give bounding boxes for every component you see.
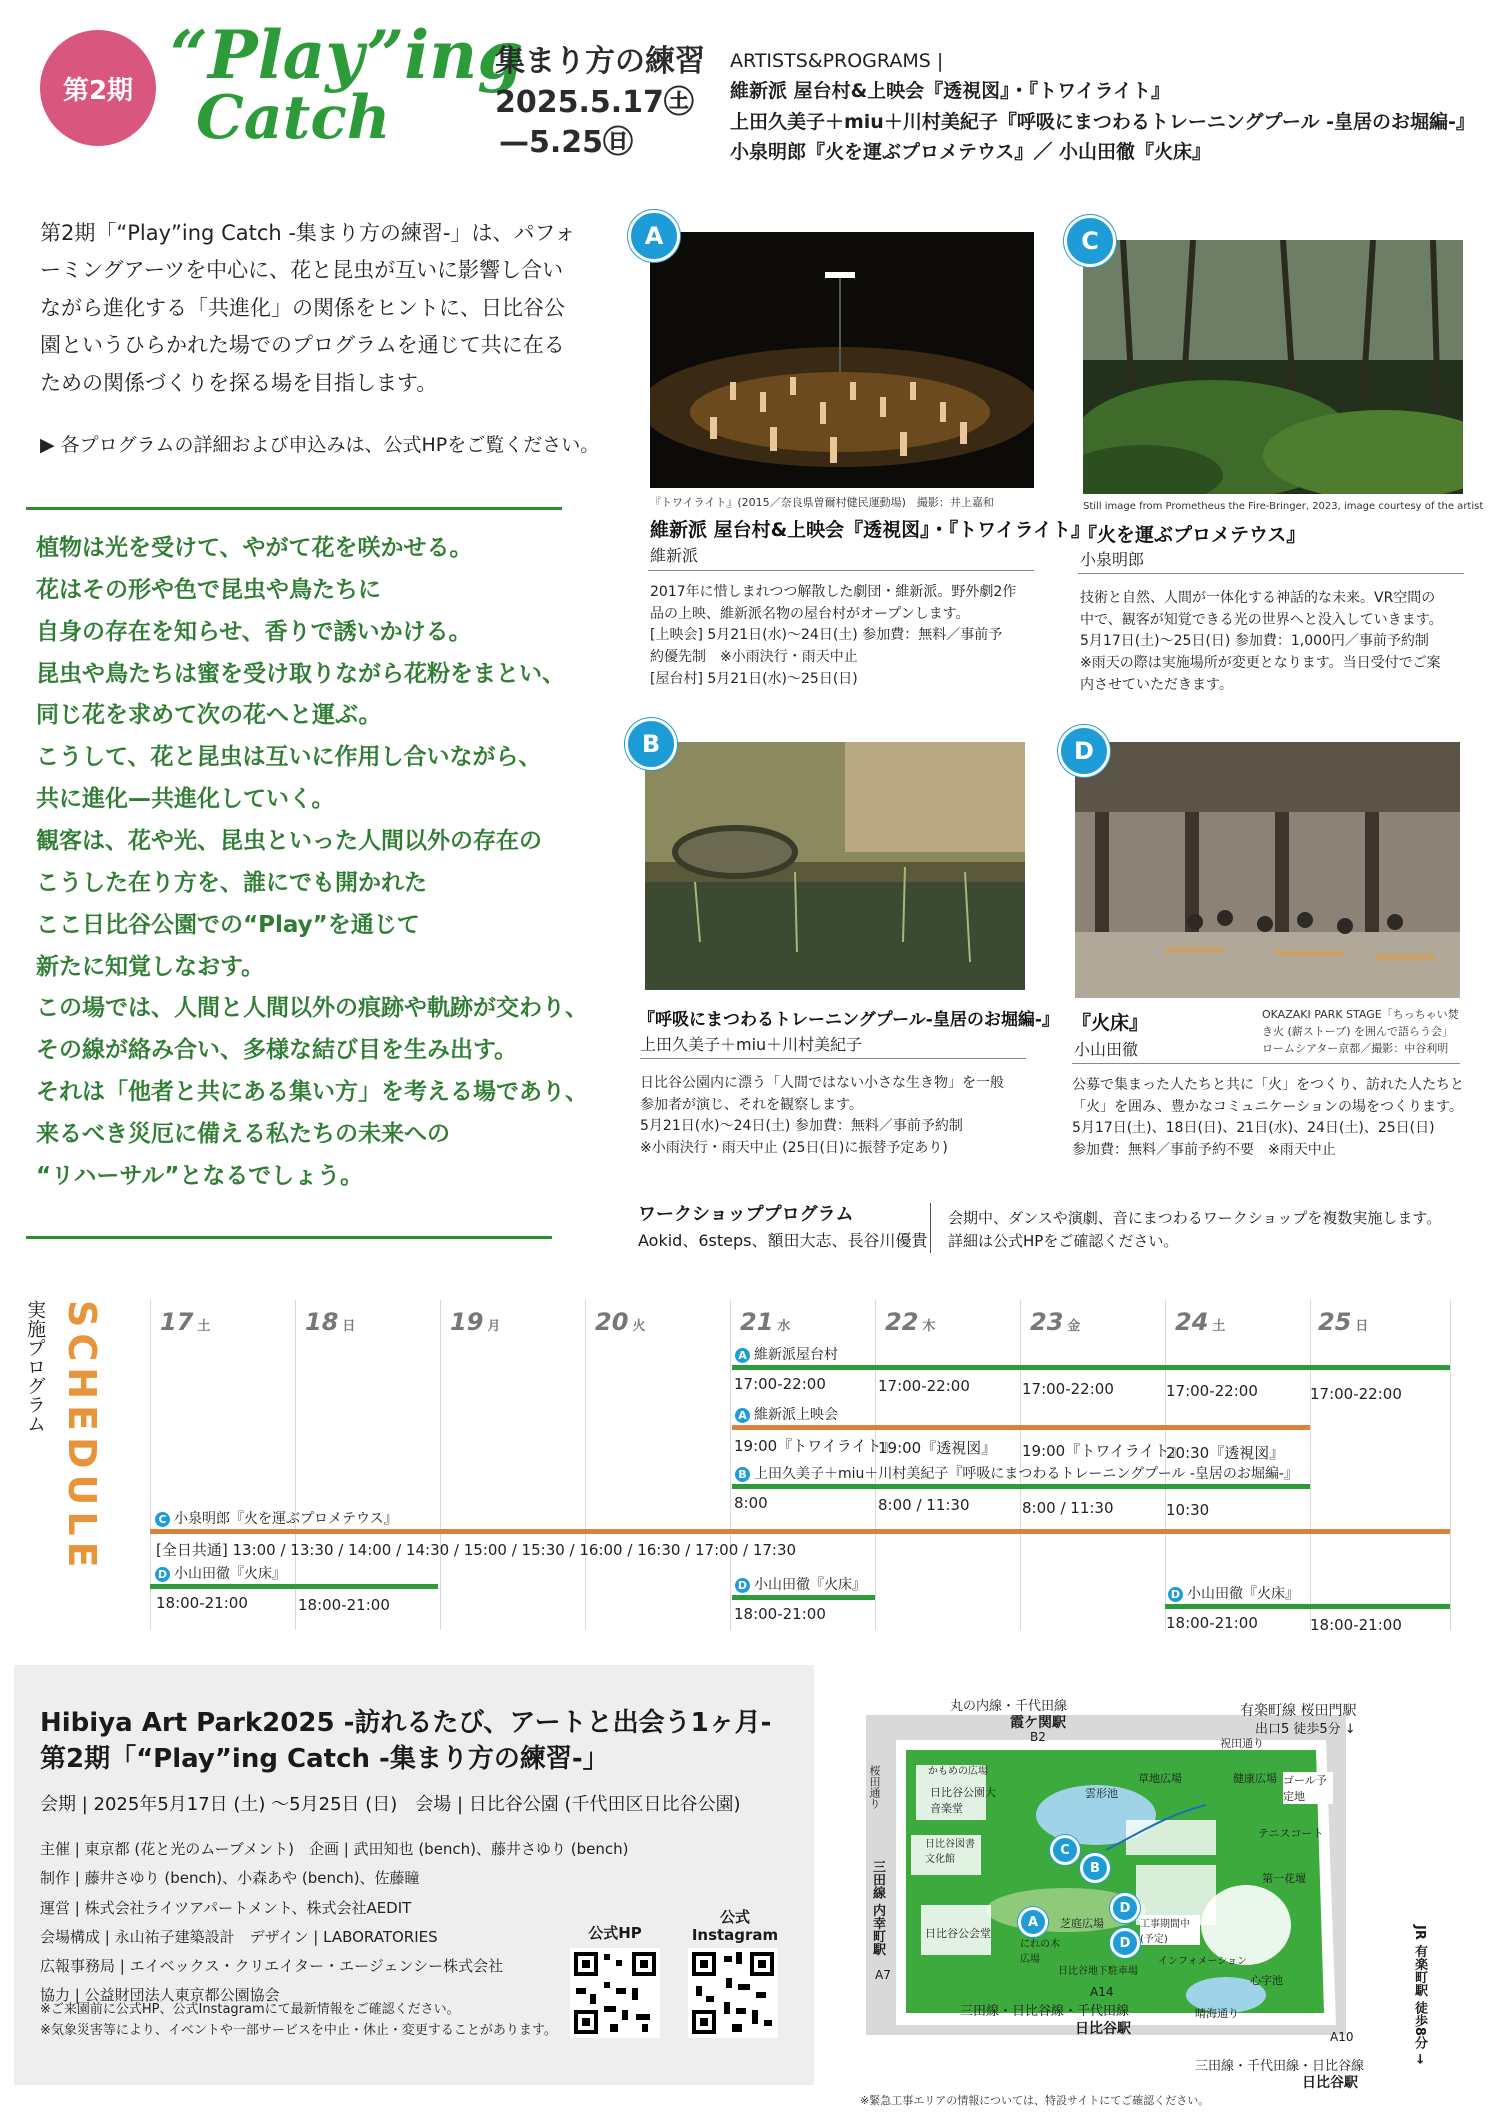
schedule-d-label: [155, 1563, 286, 1583]
day-17: [160, 1308, 210, 1336]
map-shinji: 心字池: [1250, 1974, 1283, 1987]
program-b-title: 『呼吸にまつわるトレーニングプール-皇居のお堀編-』: [638, 1010, 1059, 1030]
body-line: 技術と自然、人間が一体化する神話的な未来。VR空間の: [1080, 590, 1436, 606]
credit-line: 制作 | 藤井さゆり (bench)、小森あや (bench)、佐藤瞳: [40, 1869, 420, 1888]
schedule-b-label: [735, 1463, 1298, 1483]
a-dot-icon: A: [735, 1408, 750, 1423]
artists-heading: ARTISTS&PROGRAMS |: [730, 50, 944, 72]
intro-text: 第2期「“Play”ing Catch -集まり方の練習-」は、パフォーミングアーツを中心に、花と昆虫が互いに影響し合いながら進化する「共進化」の関係をヒントに、日比谷公園というひらかれた場でのプログラムを通じて共に在るための関係づくりを探る場を目指します。: [40, 221, 576, 395]
program-d-marker: D: [1058, 725, 1110, 777]
map-library: 日比谷図書文化館: [925, 1839, 975, 1865]
d-time-25: 18:00-21:00: [1310, 1616, 1402, 1634]
program-c-title: 『火を運ぶプロメテウス』: [1078, 524, 1306, 546]
map-note: ※緊急工事エリアの情報については、特設サイトにてご確認ください。: [860, 2094, 1210, 2107]
day-dow: 金: [1067, 1319, 1081, 1334]
map-top-right-exit: 出口5 徒歩5分 ↓: [1255, 1722, 1356, 1737]
schedule-b-bar: [732, 1484, 1310, 1489]
body-line: 参加費：無料／事前予約不要 ※雨天中止: [1072, 1142, 1336, 1159]
map-bottom-station2: 日比谷駅: [1302, 2075, 1358, 2091]
poem-line: 昆虫や鳥たちは蜜を受け取りながら花粉をまとい、: [36, 660, 565, 687]
body-line: [屋台村] 5月21日(水)〜25日(日): [650, 670, 858, 687]
b-dot-icon: B: [735, 1467, 750, 1482]
screen-21: 19:00『トワイライト』: [734, 1437, 897, 1455]
label-text: 小山田徹『火床』: [754, 1577, 866, 1593]
poem-line: 来るべき災厄に備える私たちの未来への: [36, 1121, 450, 1148]
program-d-body: [1072, 1075, 1464, 1162]
map-marker-d: D: [1110, 1893, 1140, 1923]
day-num: 21: [740, 1308, 774, 1336]
event-subtitle: [495, 42, 705, 164]
poem-line: それは「他者と共にある集い方」を考える場であり、: [36, 1079, 588, 1106]
body-line: 品の上映、維新派名物の屋台村がオープンします。: [650, 605, 970, 622]
poem-line: 共に進化—共進化していく。: [36, 786, 335, 813]
schedule-gridline: [295, 1300, 296, 1630]
body-line: ※小雨決行・雨天中止 (25日(日)に振替予定あり): [640, 1140, 948, 1157]
day-num: 25: [1318, 1308, 1352, 1336]
yatai-time-25: 17:00-22:00: [1310, 1385, 1402, 1403]
day-num: 19: [450, 1308, 484, 1336]
schedule-a-yatai-label: [735, 1344, 838, 1364]
day-dow: 木: [922, 1319, 936, 1334]
qr-hp-icon[interactable]: [570, 1948, 660, 2038]
poem-line: こうした在り方を、誰にでも開かれた: [36, 869, 427, 896]
map-goal: ゴール予定地: [1283, 1772, 1333, 1804]
body-line: 日比谷公園内に漂う「人間ではない小さな生き物」を一般: [640, 1075, 1004, 1091]
program-c-caption: Still image from Prometheus the Fire-Bringer, 2023, image courtesy of the artist: [1083, 501, 1484, 512]
workshop-desc: [948, 1207, 1441, 1254]
map-top-right-line: 有楽町線 桜田門駅: [1240, 1703, 1357, 1719]
photo-forest: [1083, 240, 1463, 494]
poem-line: ここ日比谷公園での“Play”を通じて: [36, 911, 420, 938]
day-19: [450, 1308, 500, 1336]
day-num: 20: [595, 1308, 629, 1336]
day-22: [885, 1308, 935, 1336]
label-text: 維新派屋台村: [754, 1347, 838, 1363]
map-parking: 日比谷地下駐車場: [1058, 1966, 1138, 1977]
map-health: 健康広場: [1233, 1772, 1277, 1785]
schedule-d-label: [735, 1574, 866, 1594]
day-dow: 水: [777, 1319, 791, 1334]
body-line: 2017年に惜しまれつつ解散した劇団・維新派。野外劇2作: [650, 584, 1017, 600]
schedule-big-label: SCHEDULE: [60, 1300, 104, 1574]
map-hall: 日比谷公会堂: [925, 1927, 991, 1940]
info-title-line2: 第2期「“Play”ing Catch -集まり方の練習-」: [40, 1744, 609, 1775]
program-c-artist: 小泉明郎: [1080, 550, 1145, 569]
day-20: [595, 1308, 645, 1336]
program-b-marker: B: [625, 718, 677, 770]
day-num: 23: [1030, 1308, 1064, 1336]
map-flower1: 第一花壇: [1262, 1872, 1306, 1885]
program-a-artist: 維新派: [650, 546, 699, 565]
note-line: ※ご来園前に公式HP、公式Instagramにて最新情報をご確認ください。: [40, 2002, 460, 2017]
phase-badge: 第2期: [40, 30, 156, 146]
map-a7: A7: [875, 1968, 891, 1982]
day-num: 17: [160, 1308, 194, 1336]
map-bottom-station: 日比谷駅: [1075, 2021, 1131, 2037]
schedule-c-bar: [150, 1529, 1450, 1534]
divider: [1072, 1063, 1460, 1064]
body-line: 約優先制 ※小雨決行・雨天中止: [650, 649, 858, 666]
label-text: 小泉明郎『火を運ぶプロメテウス』: [174, 1511, 398, 1527]
map-b2: B2: [1030, 1730, 1046, 1744]
map-top-left-line: 丸の内線・千代田線: [950, 1699, 1068, 1714]
body-line: 5月17日(土)〜25日(日) 参加費：1,000円／事前予約制: [1080, 633, 1429, 650]
credit-line: 広報事務局 | エイベックス・クリエイター・エージェンシー株式会社: [40, 1957, 504, 1975]
schedule-c-label: [155, 1508, 398, 1528]
map-top-left-station: 霞ケ関駅: [1010, 1715, 1066, 1731]
poem-line: “リハーサル”となるでしょう。: [36, 1162, 364, 1189]
d-dot-icon: D: [735, 1578, 750, 1593]
map-iwata: 祝田通り: [1220, 1737, 1264, 1750]
yatai-time-22: 17:00-22:00: [878, 1377, 970, 1395]
map-jr: JR 有楽町駅 徒歩8分 →: [1412, 1925, 1427, 2065]
credit-line: 運営 | 株式会社ライツアパートメント、株式会社AEDIT: [40, 1898, 412, 1917]
photo-twilight: [650, 232, 1034, 488]
d-time-18: 18:00-21:00: [298, 1596, 390, 1614]
credits: [40, 1835, 629, 2011]
map-info: インフォメーション: [1158, 1956, 1248, 1967]
artist-line: 小泉明郎『火を運ぶプロメテウス』／ 小山田徹『火床』: [730, 141, 1212, 164]
qr-instagram-label: 公式 Instagram: [691, 1908, 779, 1944]
label-text: 小山田徹『火床』: [174, 1566, 286, 1582]
notes: [40, 2000, 557, 2042]
schedule-gridline: [440, 1300, 441, 1630]
a-dot-icon: A: [735, 1348, 750, 1363]
workshop-desc-line: 詳細は公式HPをご確認ください。: [948, 1232, 1179, 1251]
credit-line: 会場構成 | 永山祐子建築設計 デザイン | LABORATORIES: [40, 1927, 438, 1946]
schedule-d-bar-24-25: [1165, 1604, 1450, 1609]
b-time-24: 10:30: [1166, 1501, 1210, 1519]
workshop-names: Aokid、6steps、額田大志、長谷川優貴: [638, 1231, 928, 1250]
day-num: 18: [305, 1308, 339, 1336]
map-kumogata: 雲形池: [1085, 1787, 1118, 1800]
program-a-body: [650, 582, 1016, 690]
date-end: —5.25㊐: [499, 125, 634, 160]
program-d-title: 『火床』: [1072, 1012, 1149, 1034]
schedule-gridline: [585, 1300, 586, 1630]
workshop-title: ワークショッププログラム: [638, 1204, 854, 1225]
map-tennis: テニスコート: [1258, 1827, 1324, 1840]
day-dow: 日: [1355, 1319, 1369, 1334]
poem-line: その線が絡み合い、多様な結び目を生み出す。: [36, 1037, 518, 1064]
day-24: [1175, 1308, 1225, 1336]
b-time-23: 8:00 / 11:30: [1022, 1499, 1114, 1517]
logo: [170, 16, 524, 153]
label-text: 維新派上映会: [754, 1407, 838, 1423]
body-line: 「火」を囲み、豊かなコミュニケーションの場をつくります。: [1072, 1098, 1463, 1115]
logo-line1: “Play”ing: [170, 16, 524, 94]
program-b-artist: 上田久美子＋miu＋川村美紀子: [640, 1035, 863, 1054]
program-b-body: [640, 1073, 1004, 1160]
info-title: [40, 1705, 771, 1778]
poem: [36, 528, 596, 1198]
schedule-a-screen-bar: [732, 1425, 1310, 1430]
d-time-21: 18:00-21:00: [734, 1605, 826, 1623]
b-time-21: 8:00: [734, 1494, 768, 1512]
map-kamome: かもめの広場: [928, 1766, 988, 1777]
divider: [26, 507, 562, 510]
c-dot-icon: C: [155, 1512, 170, 1527]
body-line: 公募で集まった人たちと共に「火」をつくり、訪れた人たちと: [1072, 1077, 1464, 1093]
body-line: 中で、観客が知覚できる光の世界へと没入していきます。: [1080, 611, 1443, 628]
poem-line: 自身の存在を知らせ、香りで誘いかける。: [36, 618, 472, 645]
map-marker-d: D: [1110, 1928, 1140, 1958]
credit-line: 協力 | 公益財団法人東京都公園協会: [40, 1986, 280, 2005]
c-times: [全日共通] 13:00 / 13:30 / 14:00 / 14:30 / 15:00 / 15:30 / 16:00 / 16:30 / 17:00 / 17:30: [156, 1541, 797, 1559]
map-grass: 草地広場: [1138, 1772, 1182, 1785]
photo-pond: [645, 742, 1025, 990]
subtitle-text: 集まり方の練習: [495, 44, 705, 79]
map-bottom-line: 三田線・日比谷線・千代田線: [960, 2004, 1130, 2019]
schedule-a-yatai-bar: [732, 1365, 1450, 1370]
poem-line: 植物は光を受けて、やがて花を咲かせる。: [36, 535, 473, 561]
schedule-d-label: [1168, 1583, 1299, 1603]
b-time-22: 8:00 / 11:30: [878, 1496, 970, 1514]
day-dow: 日: [342, 1319, 356, 1334]
map-sakurada-dori: 桜田通り: [868, 1765, 881, 1809]
credit-line: 主催 | 東京都 (花と光のムーブメント) 企画 | 武田知也 (bench)、藤井さゆり (bench): [40, 1840, 629, 1858]
d-time-24: 18:00-21:00: [1166, 1614, 1258, 1632]
info-dates: 会期 | 2025年5月17日 (土) 〜5月25日 (日) 会場 | 日比谷公園 (千代田区日比谷公園): [40, 1794, 741, 1815]
map-a10: A10: [1330, 2030, 1354, 2044]
map-construction: 工事期間中(予定): [1140, 1915, 1200, 1945]
divider: [640, 1058, 1026, 1059]
program-a-caption: 『トワイライト』(2015／奈良県曽爾村健民運動場) 撮影：井上嘉和: [650, 496, 994, 509]
body-line: 5月21日(水)〜24日(土) 参加費：無料／事前予約制: [640, 1118, 963, 1135]
artist-line: 維新派 屋台村&上映会『透視図』・『トワイライト』: [730, 80, 1171, 103]
program-a-marker: A: [628, 210, 680, 262]
body-line: [上映会] 5月21日(水)〜24日(土) 参加費：無料／事前予: [650, 627, 1003, 644]
schedule-d-bar-17-18: [150, 1584, 438, 1589]
program-d-artist: 小山田徹: [1074, 1040, 1139, 1059]
schedule-gridline: [1310, 1300, 1311, 1630]
artists-list: [730, 46, 1475, 168]
schedule-gridline: [150, 1300, 151, 1630]
schedule-d-bar-21: [732, 1595, 875, 1600]
screen-22: 19:00『透視図』: [878, 1439, 997, 1457]
map-marker-b: B: [1080, 1853, 1110, 1883]
divider: [26, 1236, 552, 1239]
poem-line: 観客は、花や光、昆虫といった人間以外の存在の: [36, 828, 542, 855]
d-dot-icon: D: [1168, 1587, 1183, 1602]
screen-23: 19:00『トワイライト』: [1022, 1442, 1185, 1460]
note-line: ※気象災害等により、イベントや一部サービスを中止・休止・変更することがあります。: [40, 2022, 557, 2038]
date-start: 2025.5.17㊏: [495, 84, 694, 120]
poem-line: 新たに知覚しなおす。: [36, 953, 265, 980]
map-harumi: 晴海通り: [1195, 2007, 1239, 2020]
divider: [648, 570, 1034, 571]
body-line: 内させていただきます。: [1080, 676, 1233, 693]
label-text: 小山田徹『火床』: [1187, 1586, 1299, 1602]
poem-line: この場では、人間と人間以外の痕跡や軌跡が交わり、: [36, 995, 588, 1022]
body-line: 参加者が演じ、それを観察します。: [640, 1096, 863, 1113]
map-bottom-line2: 三田線・千代田線・日比谷線: [1195, 2059, 1365, 2074]
map-a14: A14: [1090, 1985, 1114, 1999]
poem-line: こうして、花と昆虫は互いに作用し合いながら、: [36, 744, 542, 771]
poem-line: 花はその形や色で昆虫や鳥たちに: [36, 576, 381, 603]
d-dot-icon: D: [155, 1567, 170, 1582]
map-music-hall: 日比谷公園大音楽堂: [930, 1786, 996, 1815]
intro-note: ▶ 各プログラムの詳細および申込みは、公式HPをご覧ください。: [40, 434, 600, 456]
day-dow: 土: [197, 1319, 211, 1334]
screen-24: 20:30『透視図』: [1166, 1444, 1285, 1462]
program-d-caption: OKAZAKI PARK STAGE「ちっちゃい焚き火 (薪ストーブ) を囲んで語らう会」ロームシアター京都／撮影：中谷利明: [1262, 1008, 1459, 1056]
workshop-divider: [930, 1203, 931, 1253]
map-marker-a: A: [1018, 1907, 1048, 1937]
map-left-line: 三田線 内幸町駅: [870, 1860, 885, 1956]
workshop-desc-line: 会期中、ダンスや演劇、音にまつわるワークショップを複数実施します。: [948, 1209, 1442, 1227]
schedule-vertical-label: 実施プログラム: [24, 1300, 46, 1433]
info-title-line1: Hibiya Art Park2025 -訪れるたび、アートと出会う1ヶ月-: [40, 1708, 772, 1738]
day-21: [740, 1308, 790, 1336]
day-25: [1318, 1308, 1368, 1336]
map-nireno: にれの木広場: [1020, 1939, 1060, 1965]
artist-line: 上田久美子＋miu＋川村美紀子『呼吸にまつわるトレーニングプール -皇居のお堀編-』: [730, 110, 1475, 133]
schedule-gridline: [730, 1300, 731, 1630]
day-18: [305, 1308, 355, 1336]
day-23: [1030, 1308, 1080, 1336]
schedule-a-screen-label: [735, 1404, 838, 1424]
body-line: 5月17日(土)、18日(日)、21日(水)、24日(土)、25日(日): [1072, 1120, 1435, 1137]
qr-instagram-icon[interactable]: [688, 1948, 778, 2038]
d-time-17: 18:00-21:00: [156, 1594, 248, 1612]
logo-line2: Catch: [196, 83, 391, 153]
qr-hp-label: 公式HP: [588, 1924, 642, 1942]
day-dow: 土: [1212, 1319, 1226, 1334]
day-num: 24: [1175, 1308, 1209, 1336]
day-dow: 火: [632, 1319, 646, 1334]
body-line: ※雨天の際は実施場所が変更となります。当日受付でご案: [1080, 655, 1441, 672]
schedule-gridline: [1450, 1300, 1451, 1630]
photo-gathering: [1075, 742, 1460, 998]
yatai-time-24: 17:00-22:00: [1166, 1382, 1258, 1400]
program-c-body: [1080, 588, 1443, 696]
program-c-marker: C: [1064, 215, 1116, 267]
yatai-time-21: 17:00-22:00: [734, 1375, 826, 1393]
poem-line: 同じ花を求めて次の花へと運ぶ。: [36, 702, 382, 729]
map-shibafu: 芝庭広場: [1060, 1917, 1104, 1930]
yatai-time-23: 17:00-22:00: [1022, 1380, 1114, 1398]
label-text: 上田久美子＋miu＋川村美紀子『呼吸にまつわるトレーニングプール -皇居のお堀編-』: [754, 1466, 1298, 1482]
program-a-title: 維新派 屋台村&上映会『透視図』・『トワイライト』: [650, 519, 1091, 541]
day-dow: 月: [487, 1319, 501, 1334]
map-marker-c: C: [1050, 1835, 1080, 1865]
divider: [1078, 573, 1464, 574]
day-num: 22: [885, 1308, 919, 1336]
